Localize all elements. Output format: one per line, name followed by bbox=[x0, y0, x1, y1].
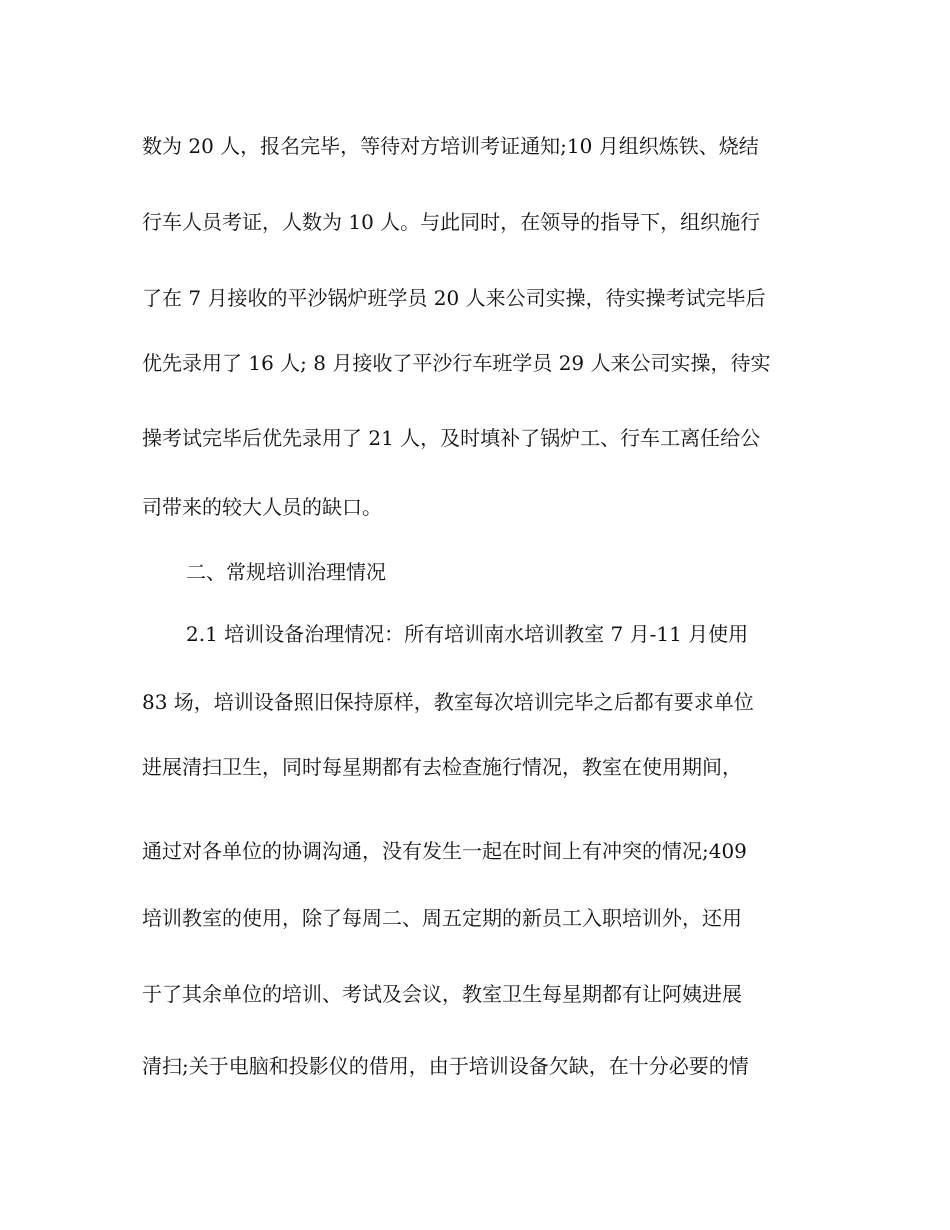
text-line: 于了其余单位的培训、考试及会议，教室卫生每星期都有让阿姨进展 bbox=[142, 982, 742, 1006]
section-heading: 二、常规培训治理情况 bbox=[186, 560, 386, 584]
text-line: 行车人员考证，人数为 10 人。与此同时，在领导的指导下，组织施行 bbox=[142, 210, 761, 234]
text-line: 操考试完毕后优先录用了 21 人，及时填补了锅炉工、行车工离任给公 bbox=[142, 426, 761, 450]
text-line: 83 场，培训设备照旧保持原样，教室每次培训完毕之后都有要求单位 bbox=[142, 690, 754, 714]
text-line: 清扫;关于电脑和投影仪的借用，由于培训设备欠缺，在十分必要的情 bbox=[142, 1054, 749, 1078]
text-line: 通过对各单位的协调沟通，没有发生一起在时间上有冲突的情况;409 bbox=[142, 839, 747, 863]
text-line: 数为 20 人，报名完毕，等待对方培训考证通知;10 月组织炼铁、烧结 bbox=[142, 134, 759, 158]
text-line: 进展清扫卫生，同时每星期都有去检查施行情况，教室在使用期间， bbox=[142, 755, 742, 779]
text-line: 了在 7 月接收的平沙锅炉班学员 20 人来公司实操，待实操考试完毕后 bbox=[142, 286, 766, 310]
text-line: 培训教室的使用，除了每周二、周五定期的新员工入职培训外，还用 bbox=[142, 906, 742, 930]
text-line: 优先录用了 16 人; 8 月接收了平沙行车班学员 29 人来公司实操，待实 bbox=[142, 351, 771, 375]
text-line: 司带来的较大人员的缺口。 bbox=[142, 495, 382, 519]
text-line: 2.1 培训设备治理情况：所有培训南水培训教室 7 月-11 月使用 bbox=[186, 622, 749, 646]
